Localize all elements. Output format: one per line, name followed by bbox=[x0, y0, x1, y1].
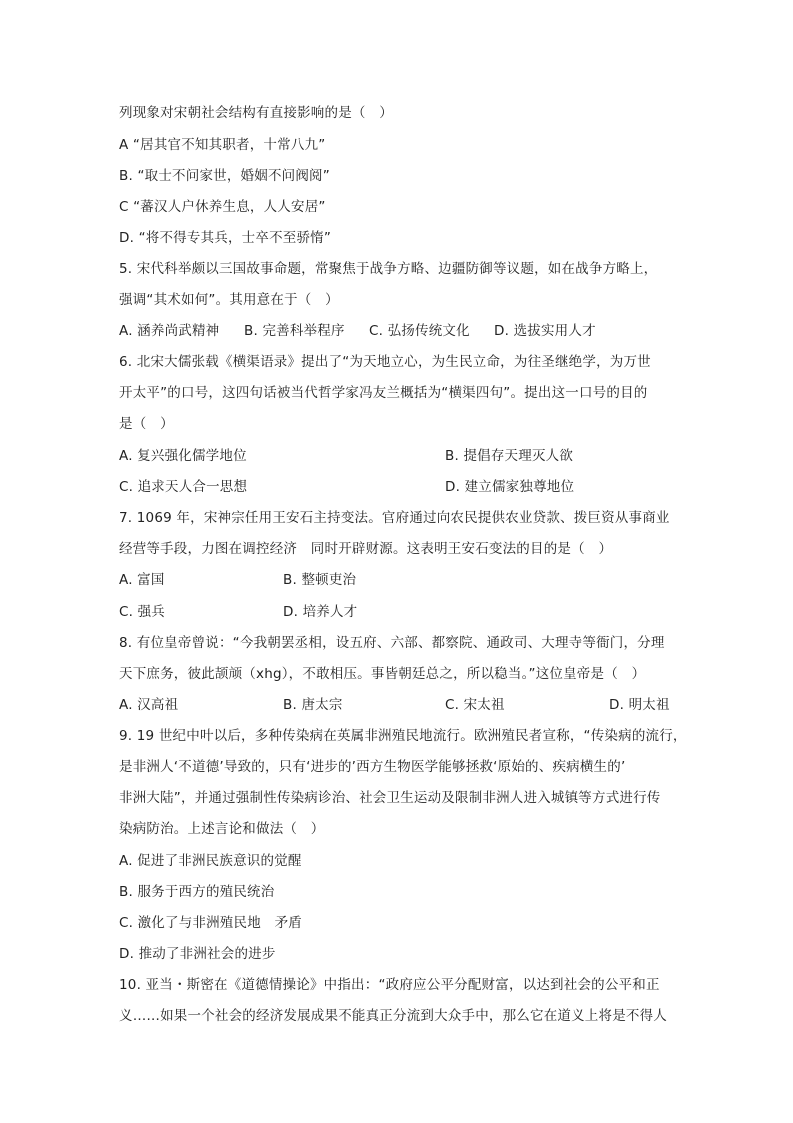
q7-option-b: B. 整顿吏治 bbox=[283, 572, 357, 588]
q9-option-a: A. 促进了非洲民族意识的觉醒 bbox=[119, 853, 302, 869]
q6-option-a: A. 复兴强化儒学地位 bbox=[119, 448, 247, 464]
q8-option-b: B. 唐太宗 bbox=[283, 697, 343, 713]
q5-option-b: B. 完善科举程序 bbox=[244, 323, 345, 339]
q5-option-c: C. 弘扬传统文化 bbox=[369, 323, 470, 339]
q6-option-b: B. 提倡存天理灭人欲 bbox=[445, 448, 574, 464]
q6-stem-line-3: 是（ ） bbox=[119, 416, 174, 432]
q7-stem-line-2: 经营等手段，力图在调控经济 同时开辟财源。这表明王安石变法的目的是（ ） bbox=[119, 541, 613, 557]
q5-stem-line-2: 强调“其术如何”。其用意在于（ ） bbox=[119, 292, 339, 308]
q7-option-c: C. 强兵 bbox=[119, 604, 166, 620]
q8-option-a: A. 汉高祖 bbox=[119, 697, 179, 713]
q8-stem-line-2: 天下庶务，彼此颉颃（xhg），不敢相压。事皆朝廷总之，所以稳当。”这位皇帝是（ ） bbox=[119, 666, 646, 682]
q7-stem-line-1: 7. 1069 年，宋神宗任用王安石主持变法。官府通过向农民提供农业贷款、拨巨资从事商业 bbox=[119, 510, 670, 526]
q9-option-c: C. 激化了与非洲殖民地 矛盾 bbox=[119, 915, 303, 931]
q10-stem-line-2: 义……如果一个社会的经济发展成果不能真正分流到大众手中，那么它在道义上将是不得人 bbox=[119, 1008, 667, 1024]
q4-option-c: C “蕃汉人户休养生息，人人安居” bbox=[119, 199, 326, 215]
q9-option-d: D. 推动了非洲社会的进步 bbox=[119, 946, 276, 962]
q4-option-b: B. “取士不问家世，婚姻不问阀阅” bbox=[119, 168, 330, 184]
q9-stem-line-1: 9. 19 世纪中叶以后，多种传染病在英属非洲殖民地流行。欧洲殖民者宣称，“传染病的流行， bbox=[119, 728, 687, 744]
q9-stem-line-3: 非洲大陆”，并通过强制性传染病诊治、社会卫生运动及限制非洲人进入城镇等方式进行传 bbox=[119, 790, 661, 806]
q6-option-c: C. 追求天人合一思想 bbox=[119, 479, 248, 495]
q8-option-d: D. 明太祖 bbox=[609, 697, 670, 713]
q9-stem-line-2: 是非洲人‘不道德’导致的，只有‘进步的’西方生物医学能够拯救‘原始的、疾病横生的’ bbox=[119, 759, 626, 775]
q5-option-d: D. 选拔实用人才 bbox=[494, 323, 596, 339]
q7-option-d: D. 培养人才 bbox=[283, 604, 358, 620]
q4-stem-tail: 列现象对宋朝社会结构有直接影响的是（ ） bbox=[119, 105, 393, 121]
q6-stem-line-1: 6. 北宋大儒张载《横渠语录》提出了“为天地立心，为生民立命，为往圣继绝学，为万世 bbox=[119, 354, 651, 370]
q4-option-a: A “居其官不知其职者，十常八九” bbox=[119, 137, 326, 153]
q8-stem-line-1: 8. 有位皇帝曾说：“今我朝罢丞相，设五府、六部、都察院、通政司、大理寺等衙门，分理 bbox=[119, 635, 665, 651]
q5-option-a: A. 涵养尚武精神 bbox=[119, 323, 220, 339]
q6-option-d: D. 建立儒家独尊地位 bbox=[445, 479, 575, 495]
q4-option-d: D. “将不得专其兵，士卒不至骄惰” bbox=[119, 230, 332, 246]
q7-option-a: A. 富国 bbox=[119, 572, 165, 588]
q5-stem-line-1: 5. 宋代科举颇以三国故事命题，常聚焦于战争方略、边疆防御等议题，如在战争方略上， bbox=[119, 261, 658, 277]
q10-stem-line-1: 10. 亚当・斯密在《道德情操论》中指出：“政府应公平分配财富，以达到社会的公平和正 bbox=[119, 977, 660, 993]
q8-option-c: C. 宋太祖 bbox=[445, 697, 505, 713]
q9-option-b: B. 服务于西方的殖民统治 bbox=[119, 884, 275, 900]
q6-stem-line-2: 开太平”的口号，这四句话被当代哲学家冯友兰概括为“横渠四句”。提出这一口号的目的 bbox=[119, 385, 648, 401]
q9-stem-line-4: 染病防治。上述言论和做法（ ） bbox=[119, 821, 325, 837]
